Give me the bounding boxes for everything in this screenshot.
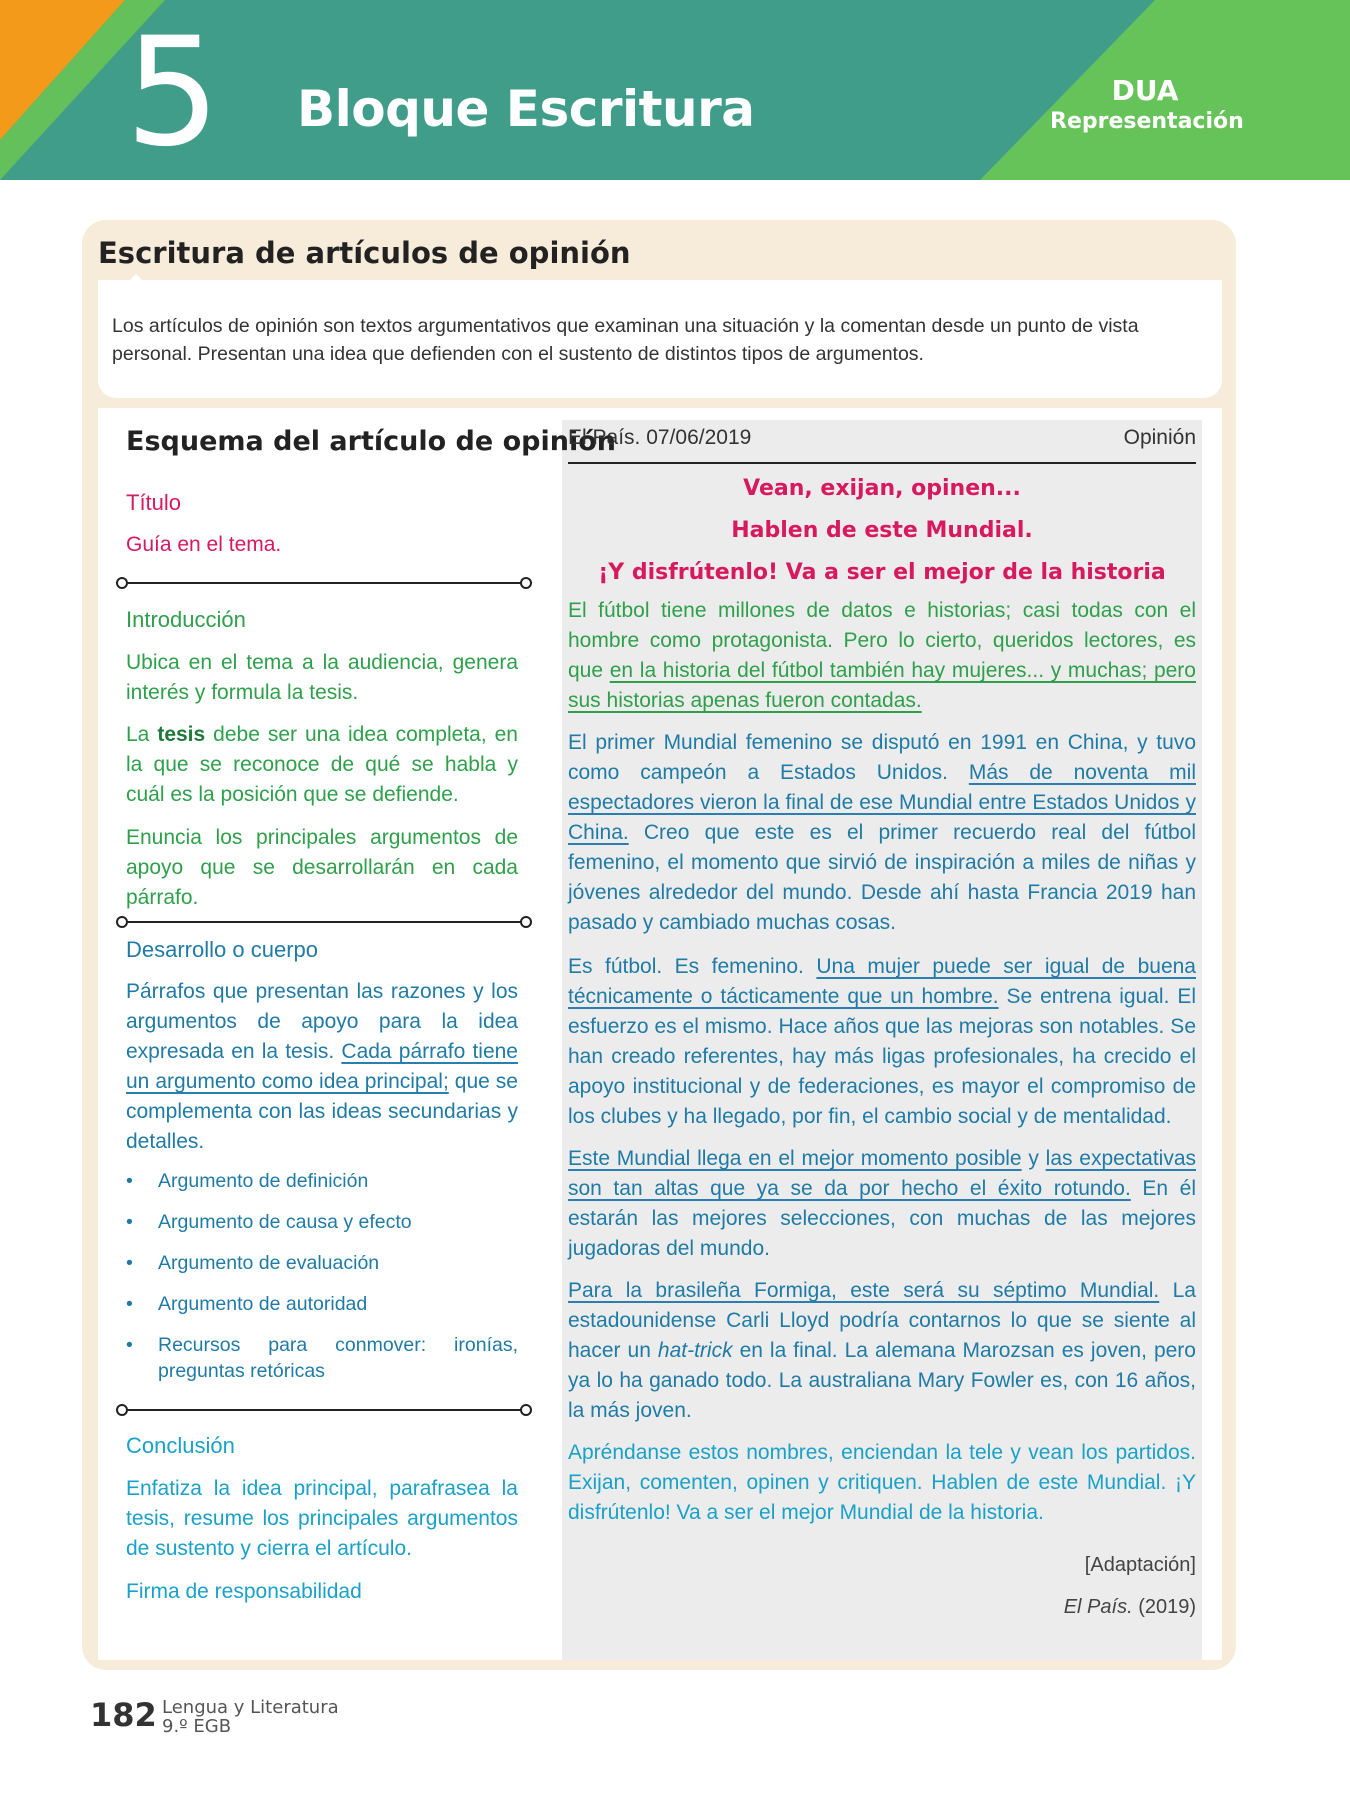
titulo-heading: Título xyxy=(126,490,182,515)
dua-label: DUA xyxy=(1111,74,1179,107)
article-paragraph-4 xyxy=(568,1144,1196,1264)
conclusion-p2: Firma de responsabilidad xyxy=(126,1580,362,1603)
dua-badge xyxy=(1050,74,1244,134)
tab-notch xyxy=(126,274,146,284)
section-title: Escritura de artículos de opinión xyxy=(98,236,631,270)
article-paragraph-6: Apréndanse estos nombres, enciendan la tele y vean los partidos. Exijan, comenten, opinen y critiquen. Hablen de este Mundial. ¡Y disfrútenlo! Va a ser el mejor Mundial de la historia. xyxy=(568,1441,1196,1524)
p1-a: El fútbol tiene millones de datos e historias; casi todas con el hombre como protagonista. Pero lo cierto, queridos lectores, es que xyxy=(568,599,1196,682)
separator xyxy=(116,577,532,589)
p5-underlined: Para la brasileña Formiga, este será su séptimo Mundial. xyxy=(568,1279,1160,1302)
list-item: • Argumento de autoridad xyxy=(126,1291,518,1317)
credit-publication: El País. xyxy=(1063,1596,1133,1618)
p2-a: El primer Mundial femenino se disputó en 1991 en China, y tuvo como campeón a Estados Unidos. xyxy=(568,731,1196,784)
article-title-line: Vean, exijan, opinen... xyxy=(743,476,1021,501)
p3-a: Es fútbol. Es femenino. xyxy=(568,955,804,978)
dev-p1-underlined: Cada párrafo tiene un argumento como idea principal; xyxy=(126,1040,518,1093)
titulo-text: Guía en el tema. xyxy=(126,533,282,556)
credit-year: (2019) xyxy=(1138,1596,1196,1618)
chapter-number: 5 xyxy=(125,6,221,180)
dua-sub: Representación xyxy=(1050,109,1244,134)
intro-p2-c: debe ser una idea completa, en la que se reconoce de qué se habla y cuál es la posición que se defiende. xyxy=(126,723,518,806)
article-paragraph-1 xyxy=(568,596,1196,716)
intro-text: Los artículos de opinión son textos argumentativos que examinan una situación y la comentan desde un punto de vista personal. Presentan una idea que defienden con el sustento de distintos tipos de argumentos. xyxy=(112,315,1139,365)
intro-p1: Ubica en el tema a la audiencia, genera interés y formula la tesis. xyxy=(126,651,518,704)
chapter-header xyxy=(0,0,1350,180)
thesis-term: tesis xyxy=(157,723,206,746)
p2-underlined: Más de noventa mil espectadores vieron la final de ese Mundial entre Estados Unidos y China. xyxy=(568,761,1196,844)
argument-list xyxy=(126,1168,518,1399)
article-credit-adaptation: [Adaptación] xyxy=(1084,1554,1196,1576)
article-title-line: Hablen de este Mundial. xyxy=(731,518,1033,543)
conclusion-p1: Enfatiza la idea principal, parafrasea la tesis, resume los principales argumentos de sustento y cierra el artículo. xyxy=(126,1477,518,1560)
article-paragraph-2 xyxy=(568,728,1196,938)
intro-p2 xyxy=(126,720,518,810)
list-item: • Recursos para conmover: ironías, preguntas retóricas xyxy=(126,1332,518,1384)
separator xyxy=(116,916,532,928)
block-title: Bloque Escritura xyxy=(297,80,755,138)
article-credit-source xyxy=(568,1596,1196,1619)
p4-b: y xyxy=(1028,1147,1039,1170)
list-item: • Argumento de causa y efecto xyxy=(126,1209,518,1235)
list-item: • Argumento de definición xyxy=(126,1168,518,1194)
dev-heading: Desarrollo o cuerpo xyxy=(126,937,318,962)
intro-p3: Enuncia los principales argumentos de apoyo que se desarrollarán en cada párrafo. xyxy=(126,826,518,909)
article-category: Opinión xyxy=(1123,426,1196,449)
article-title-line: ¡Y disfrútenlo! Va a ser el mejor de la historia xyxy=(598,560,1166,585)
separator xyxy=(116,1404,532,1416)
grade-level: 9.º EGB xyxy=(162,1716,232,1737)
dev-p1-c: que se complementa con las ideas secundarias y detalles. xyxy=(126,1070,518,1153)
page-number: 182 xyxy=(90,1696,157,1734)
p5-d: en la final. La alemana Marozsan es joven, pero ya lo ha ganado todo. La australiana Mary Fowler es, con 16 años, la más joven. xyxy=(568,1339,1196,1422)
p5-italic-term: hat-trick xyxy=(657,1339,733,1362)
dev-p1 xyxy=(126,977,518,1157)
article-paragraph-5 xyxy=(568,1276,1196,1426)
intro-heading: Introducción xyxy=(126,607,246,632)
article-paragraph-3 xyxy=(568,952,1196,1132)
footer-subject xyxy=(162,1698,339,1736)
subject-name: Lengua y Literatura xyxy=(162,1697,339,1718)
p3-c: Se entrena igual. El esfuerzo es el mismo. Hace años que las mejoras son notables. Se han creado referentes, hay más ligas profesionales, ha crecido el apoyo institucional y de federaciones, es mayor el compromiso de los clubes y ha llegado, por fin, el cambio social y de mentalidad. xyxy=(568,985,1196,1128)
p4-underlined-a: Este Mundial llega en el mejor momento posible xyxy=(568,1147,1022,1170)
p3-underlined: Una mujer puede ser igual de buena técnicamente o tácticamente que un hombre. xyxy=(568,955,1196,1008)
article-source: El País. 07/06/2019 xyxy=(568,426,752,449)
p4-underlined-c: las expectativas son tan altas que ya se da por hecho el éxito rotundo. xyxy=(568,1147,1196,1200)
list-item: • Argumento de evaluación xyxy=(126,1250,518,1276)
scheme-title: Esquema del artículo de opinión xyxy=(126,426,616,457)
p1-underlined: en la historia del fútbol también hay mujeres... y muchas; pero sus historias apenas fueron contadas. xyxy=(568,659,1196,712)
dev-p1-a: Párrafos que presentan las razones y los argumentos de apoyo para la idea expresada en la tesis. xyxy=(126,980,518,1063)
intro-p2-a: La xyxy=(126,723,150,746)
article-rule xyxy=(568,462,1196,464)
conclusion-heading: Conclusión xyxy=(126,1433,235,1458)
article-title xyxy=(568,468,1196,594)
p4-d: En él estarán las mejores selecciones, con muchas de las mejores jugadoras del mundo. xyxy=(568,1177,1196,1260)
p5-b: La estadounidense Carli Lloyd podría contarnos lo que se siente al hacer un xyxy=(568,1279,1196,1362)
p2-c: Creo que este es el primer recuerdo real del fútbol femenino, el momento que sirvió de inspiración a miles de niñas y jóvenes alrededor del mundo. Desde ahí hasta Francia 2019 han pasado y cambiado muchas cosas. xyxy=(568,821,1196,934)
